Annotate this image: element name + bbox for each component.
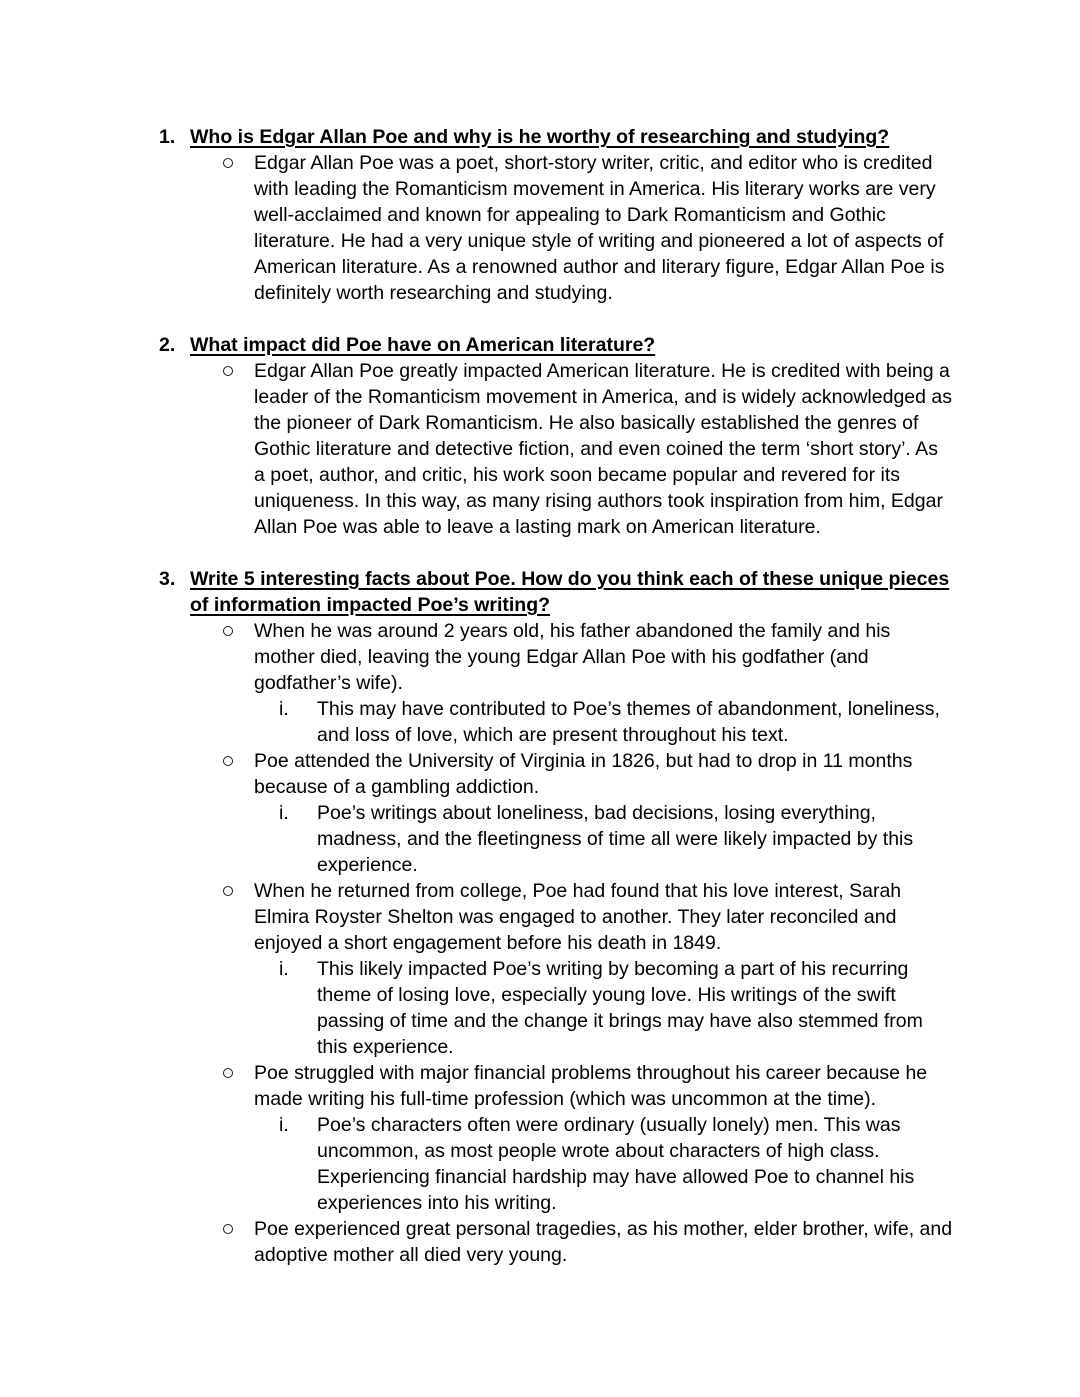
list-item (190, 618, 953, 696)
bullet-circle-icon (223, 756, 233, 766)
section-3 (159, 566, 953, 1268)
list-item (190, 1216, 953, 1268)
bullet-circle-icon (223, 886, 233, 896)
list-item (190, 748, 953, 800)
bullet-text: Poe attended the University of Virginia in 1826, but had to drop in 11 months because of a gambling addiction. (254, 750, 913, 798)
section-1 (159, 124, 953, 306)
list-item (190, 150, 953, 306)
section-2 (159, 332, 953, 540)
sub-item-marker: i. (279, 958, 289, 980)
sub-list-item (254, 1112, 953, 1216)
section-number: 1. (159, 126, 176, 148)
bullet-circle-icon (190, 878, 254, 956)
section-heading: Write 5 interesting facts about Poe. How do you think each of these unique pieces of information impacted Poe’s writing? (190, 568, 950, 616)
bullet-text: Edgar Allan Poe greatly impacted American literature. He is credited with being a leader of the Romanticism movement in America, and is widely acknowledged as the pioneer of Dark Romanticism. He also basically established the genres of Gothic literature and detective fiction, and even coined the term ‘short story’. As a poet, author, and critic, his work soon became popular and revered for its uniqueness. In this way, as many rising authors took inspiration from him, Edgar Allan Poe was able to leave a lasting mark on American literature. (254, 360, 953, 538)
list-item (190, 358, 953, 540)
sub-item-text: Poe’s writings about loneliness, bad decisions, losing everything, madness, and the fleetingness of time all were likely impacted by this experience. (317, 802, 914, 876)
list-item (190, 878, 953, 956)
bullet-circle-icon (190, 1216, 254, 1268)
list-item (190, 1060, 953, 1112)
bullet-circle-icon (223, 366, 233, 376)
bullet-text: Poe struggled with major financial problems throughout his career because he made writing his full-time profession (which was uncommon at the time). (254, 1062, 928, 1110)
bullet-circle-icon (223, 626, 233, 636)
section-number: 3. (159, 568, 176, 590)
bullet-circle-icon (190, 748, 254, 800)
bullet-circle-icon (223, 158, 233, 168)
section-heading: What impact did Poe have on American literature? (190, 334, 656, 356)
bullet-circle-icon (190, 150, 254, 306)
bullet-text: Poe experienced great personal tragedies, as his mother, elder brother, wife, and adoptive mother all died very young. (254, 1218, 953, 1266)
section-heading: Who is Edgar Allan Poe and why is he worthy of researching and studying? (190, 126, 890, 148)
sub-list-item (254, 800, 953, 878)
bullet-text: Edgar Allan Poe was a poet, short-story writer, critic, and editor who is credited with leading the Romanticism movement in America. His literary works are very well-acclaimed and known for appealing to Dark Romanticism and Gothic literature. He had a very unique style of writing and pioneered a lot of aspects of American literature. As a renowned author and literary figure, Edgar Allan Poe is definitely worth researching and studying. (254, 152, 945, 304)
sub-item-marker: i. (279, 802, 289, 824)
bullet-circle-icon (190, 358, 254, 540)
bullet-text: When he was around 2 years old, his father abandoned the family and his mother died, leaving the young Edgar Allan Poe with his godfather (and godfather’s wife). (254, 620, 891, 694)
section-number: 2. (159, 334, 176, 356)
sub-item-text: This may have contributed to Poe’s themes of abandonment, loneliness, and loss of love, which are present throughout his text. (317, 698, 940, 746)
sub-item-text: Poe’s characters often were ordinary (usually lonely) men. This was uncommon, as most people wrote about characters of high class. Experiencing financial hardship may have allowed Poe to channel his experiences into his writing. (317, 1114, 915, 1214)
sub-list-item (254, 696, 953, 748)
bullet-circle-icon (223, 1224, 233, 1234)
bullet-text: When he returned from college, Poe had found that his love interest, Sarah Elmira Royster Shelton was engaged to another. They later reconciled and enjoyed a short engagement before his death in 1849. (254, 880, 902, 954)
sub-item-marker: i. (279, 1114, 289, 1136)
bullet-circle-icon (190, 618, 254, 696)
sub-list-item (254, 956, 953, 1060)
bullet-circle-icon (190, 1060, 254, 1112)
sub-item-text: This likely impacted Poe’s writing by becoming a part of his recurring theme of losing love, especially young love. His writings of the swift passing of time and the change it brings may have also stemmed from this experience. (317, 958, 923, 1058)
sub-item-marker: i. (279, 698, 289, 720)
bullet-circle-icon (223, 1068, 233, 1078)
